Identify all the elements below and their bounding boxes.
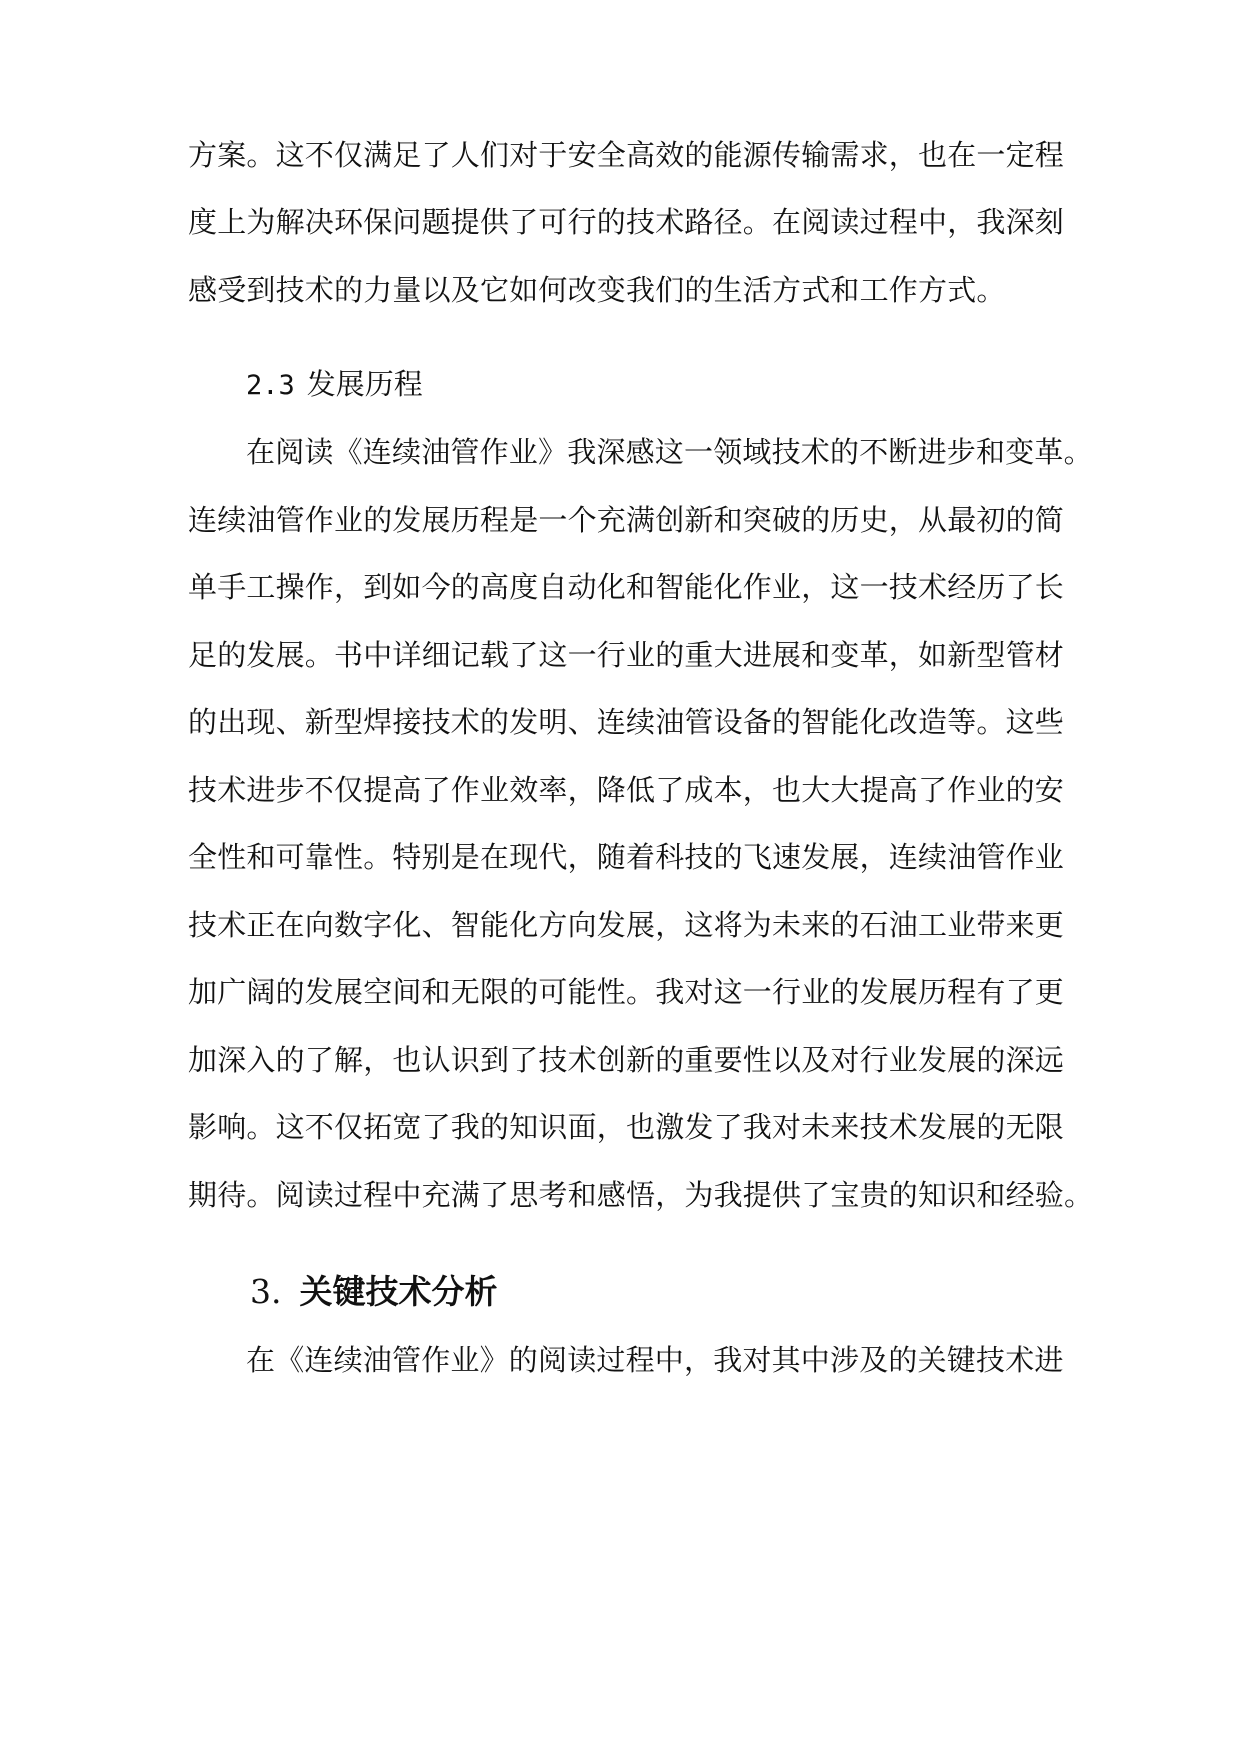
paragraph-line: 方案。这不仅满足了人们对于安全高效的能源传输需求，也在一定程 [188,138,1065,172]
section-number: 3. [250,1272,282,1311]
paragraph-line: 的出现、新型焊接技术的发明、连续油管设备的智能化改造等。这些 [188,705,1065,739]
paragraph-line: 度上为解决环保问题提供了可行的技术路径。在阅读过程中，我深刻 [188,205,1065,239]
paragraph-line: 连续油管作业的发展历程是一个充满创新和突破的历史，从最初的简 [188,503,1065,537]
paragraph-line: 影响。这不仅拓宽了我的知识面，也激发了我对未来技术发展的无限 [188,1110,1065,1144]
paragraph-line: 单手工操作，到如今的高度自动化和智能化作业，这一技术经历了长 [188,570,1065,604]
paragraph-line: 加深入的了解，也认识到了技术创新的重要性以及对行业发展的深远 [188,1043,1065,1077]
section-number: 2.3 [246,370,295,401]
paragraph-line: 在《连续油管作业》的阅读过程中，我对其中涉及的关键技术进 [246,1343,1064,1377]
paragraph-line: 加广阔的发展空间和无限的可能性。我对这一行业的发展历程有了更 [188,975,1065,1009]
paragraph-line: 感受到技术的力量以及它如何改变我们的生活方式和工作方式。 [188,273,1006,307]
paragraph-line: 足的发展。书中详细记载了这一行业的重大进展和变革，如新型管材 [188,638,1065,672]
section-title: 发展历程 [306,367,423,401]
paragraph-line: 技术进步不仅提高了作业效率，降低了成本，也大大提高了作业的安 [188,773,1065,807]
section-title: 关键技术分析 [299,1272,498,1311]
paragraph-line: 期待。阅读过程中充满了思考和感悟，为我提供了宝贵的知识和经验。 [188,1178,1094,1212]
section-heading-3 [250,1270,498,1314]
paragraph-line: 全性和可靠性。特别是在现代，随着科技的飞速发展，连续油管作业 [188,840,1065,874]
paragraph-line: 在阅读《连续油管作业》我深感这一领域技术的不断进步和变革。 [246,435,1093,469]
paragraph-line: 技术正在向数字化、智能化方向发展，这将为未来的石油工业带来更 [188,908,1065,942]
section-heading-2-3 [246,364,423,406]
